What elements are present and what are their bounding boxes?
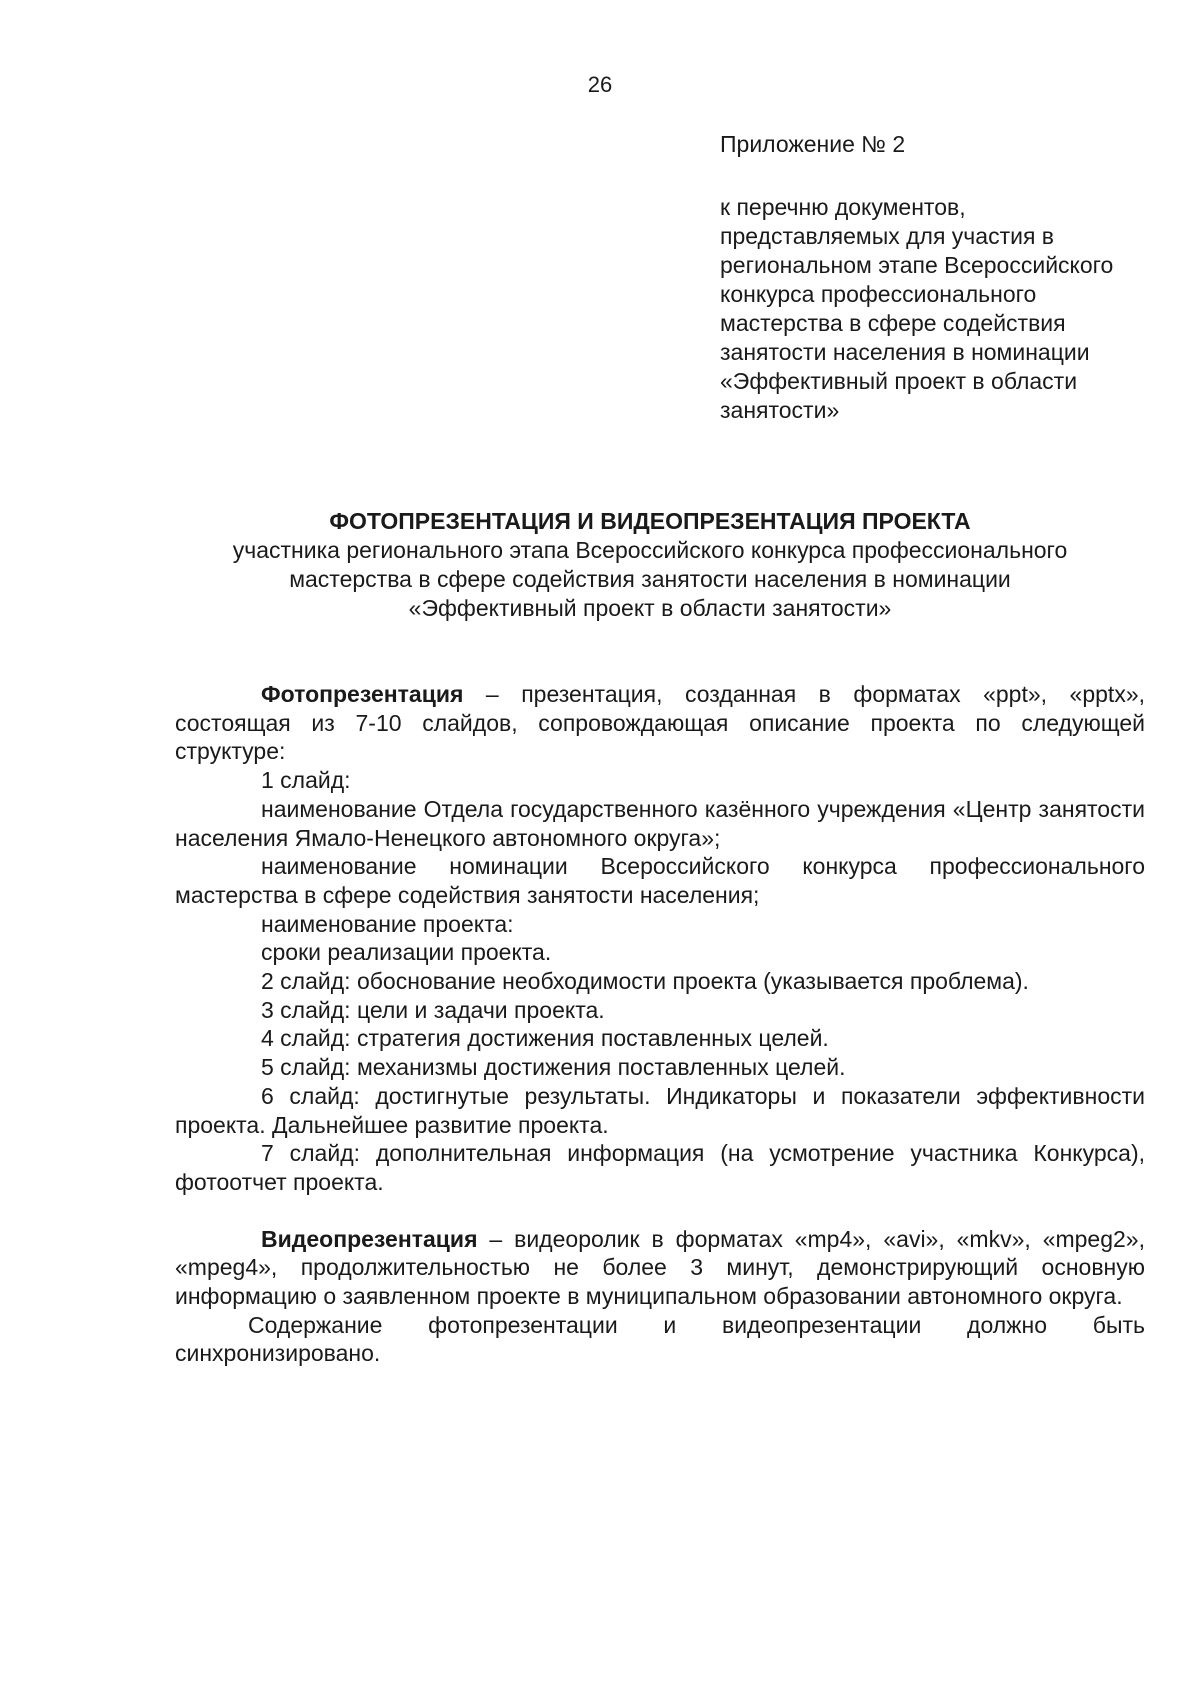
slide-item: 2 слайд: обоснование необходимости проекта (указывается проблема). xyxy=(261,968,1029,995)
slide1-item: сроки реализации проекта. xyxy=(261,939,552,966)
document-body xyxy=(175,680,1145,1368)
photo-term: Фотопрезентация xyxy=(261,681,464,707)
heading-title: ФОТОПРЕЗЕНТАЦИЯ И ВИДЕОПРЕЗЕНТАЦИЯ ПРОЕКТА xyxy=(329,508,971,534)
heading-subtitle-line: мастерства в сфере содействия занятости населения в номинации xyxy=(289,566,1011,592)
slide1-label: 1 слайд: xyxy=(261,767,351,794)
photo-paragraph xyxy=(175,680,1145,766)
page-number: 26 xyxy=(587,72,613,97)
video-description: – видеоролик в форматах «mp4», «avi», «mkv», «mpeg2», «mpeg4», продолжительностью не более 3 минут, демонстрирующий основную информацию о заявленном проекте в муниципальном образовании автономного округа. xyxy=(175,1225,1145,1310)
slide1-item: наименование Отдела государственного казённого учреждения «Центр занятости населения Ямало-Ненецкого автономного округа»; xyxy=(175,795,1145,851)
video-term: Видеопрезентация xyxy=(261,1225,478,1252)
slide-item: 6 слайд: достигнутые результаты. Индикаторы и показатели эффективности проекта. Дальнейшее развитие проекта. xyxy=(175,1082,1145,1138)
appendix-block xyxy=(720,130,1150,425)
heading-subtitle-line: «Эффективный проект в области занятости» xyxy=(408,595,892,621)
appendix-title: Приложение № 2 xyxy=(720,131,906,157)
slide1-item: наименование проекта: xyxy=(261,910,514,937)
heading-subtitle-line: участника регионального этапа Всероссийского конкурса профессионального xyxy=(232,537,1068,563)
sync-paragraph: Содержание фотопрезентации и видеопрезентации должно быть синхронизировано. xyxy=(175,1311,1145,1367)
slide1-item: наименование номинации Всероссийского конкурса профессионального мастерства в сфере содействия занятости населения; xyxy=(175,853,1145,908)
slide-item: 3 слайд: цели и задачи проекта. xyxy=(261,996,605,1023)
photo-description: – презентация, созданная в форматах «ppt», «pptx», состоящая из 7-10 слайдов, сопровождающая описание проекта по следующей структуре: xyxy=(175,681,1145,765)
video-paragraph xyxy=(175,1225,1145,1311)
slide-item: 4 слайд: стратегия достижения поставленных целей. xyxy=(261,1025,829,1052)
slide-item: 7 слайд: дополнительная информация (на усмотрение участника Конкурса), фотоотчет проекта. xyxy=(175,1140,1145,1195)
appendix-reference: к перечню документов, представляемых для участия в региональном этапе Всероссийского конкурса профессионального мастерства в сфере содействия занятости населения в номинации «Эффективный проект в области занятости» xyxy=(720,194,1114,423)
document-heading xyxy=(150,507,1150,623)
slide-item: 5 слайд: механизмы достижения поставленных целей. xyxy=(261,1054,846,1081)
